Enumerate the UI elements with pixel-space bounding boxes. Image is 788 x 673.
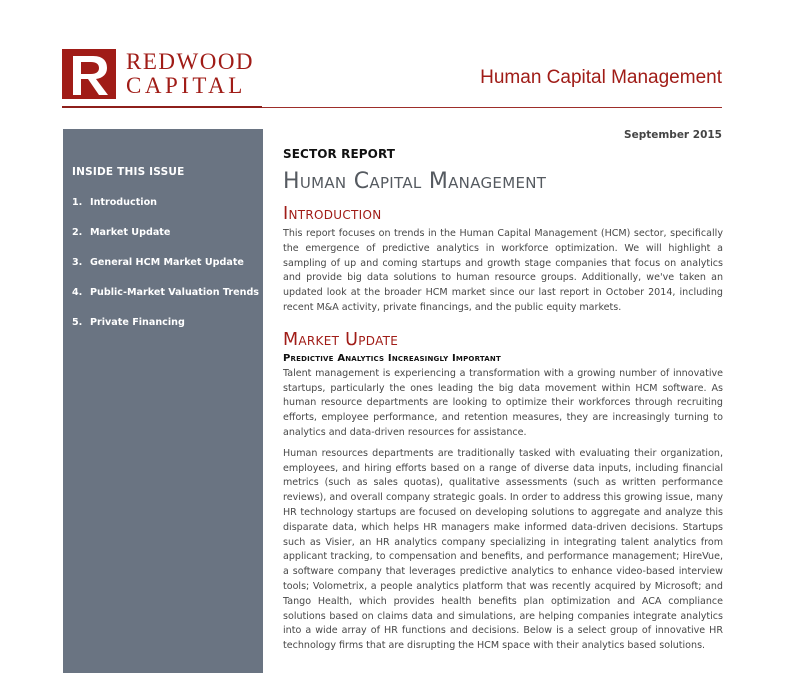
toc-item-number: 2. [72, 227, 83, 238]
redwood-logo-icon [62, 49, 116, 99]
report-kicker: SECTOR REPORT [283, 147, 396, 161]
sidebar [63, 129, 263, 673]
toc-item-general-hcm-market-update[interactable] [72, 256, 259, 286]
toc-item-number: 3. [72, 257, 83, 268]
toc-item-market-update[interactable] [72, 226, 259, 256]
toc-item-label: Market Update [90, 227, 171, 238]
brand-name [126, 51, 254, 97]
toc-item-label: Private Financing [90, 317, 185, 328]
toc-item-private-financing[interactable] [72, 316, 259, 346]
main-content [283, 147, 723, 660]
intro-paragraph: This report focuses on trends in the Human Capital Management (HCM) sector, specifically the emergence of predictive analytics in workforce optimization. We will highlight a sampling of up and coming startups and growth stage companies that focus on analytics and provide big data solutions to human resource groups. Additionally, we've taken an updated look at the broader HCM market since our last report in October 2014, including recent M&A activity, private financings, and the public equity markets. [283, 228, 723, 313]
brand-name-line1: REDWOOD [126, 49, 255, 74]
issue-date: September 2015 [624, 129, 722, 141]
section-heading-introduction: Introduction [283, 204, 382, 224]
header-title: Human Capital Management [480, 67, 722, 88]
market-update-paragraph: Talent management is experiencing a transformation with a growing number of innovative startups, particularly the ones leading the big data movement within HCM software. As human resource departments are looking to optimize their workforces through recruiting efforts, employee performance, and retention measures, they are increasingly turning to analytics and data-driven resources for assistance. [283, 367, 723, 438]
sidebar-heading: INSIDE THIS ISSUE [72, 166, 185, 178]
toc-item-public-market-valuation-trends[interactable] [72, 286, 259, 316]
section-heading-market-update: Market Update [283, 329, 399, 350]
brand-name-line2: CAPITAL [126, 73, 246, 98]
toc-item-label: Introduction [90, 197, 157, 208]
header-divider-thin [262, 107, 722, 108]
toc-item-number: 1. [72, 197, 83, 208]
market-update-subheading: Predictive Analytics Increasingly Important [283, 352, 501, 364]
table-of-contents [72, 196, 259, 346]
toc-item-label: General HCM Market Update [90, 257, 244, 268]
header-divider [62, 106, 262, 108]
toc-item-number: 5. [72, 317, 83, 328]
toc-item-introduction[interactable] [72, 196, 259, 226]
market-update-paragraph: Human resources departments are traditionally tasked with evaluating their organization, employees, and hiring efforts based on a range of diverse data inputs, including financial metrics (such as sales quotas), qualitative assessments (such as written performance reviews), and overall company strategic goals. In order to address this growing issue, many HR technology startups are focused on developing solutions to aggregate and analyze this disparate data, which helps HR managers make informed data-driven decisions. Startups such as Visier, an HR analytics company specializing in integrating talent analytics from applicant tracking, to compensation and benefits, and performance management; HireVue, a software company that leverages predictive analytics to enhance video-based interview tools; Volometrix, a people analytics platform that was recently acquired by Microsoft; and Tango Health, which provides health benefits plan optimization and ACA compliance solutions based on claims data and simulations, are helping companies integrate analytics into a wide array of HR functions and decisions. Below is a select group of innovative HR technology firms that are disrupting the HCM space with their analytics based solutions. [283, 447, 723, 652]
toc-item-number: 4. [72, 287, 83, 298]
toc-item-label: Public-Market Valuation Trends [90, 287, 260, 298]
report-title: Human Capital Management [283, 169, 547, 194]
